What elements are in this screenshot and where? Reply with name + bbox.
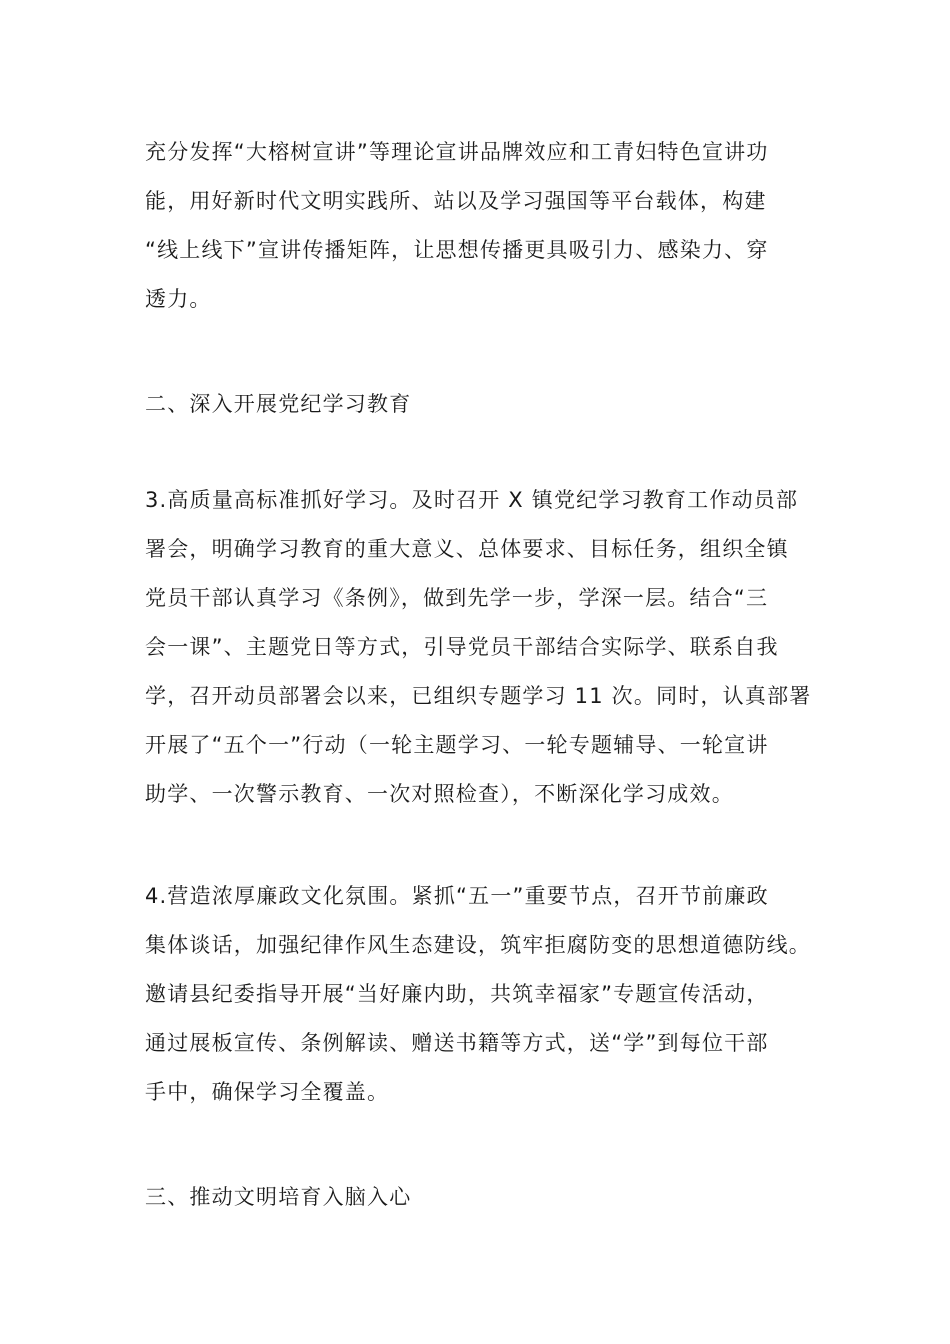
paragraph-line: “线上线下”宣讲传播矩阵，让思想传播更具吸引力、感染力、穿 bbox=[145, 238, 769, 262]
paragraph-line: 党员干部认真学习《条例》，做到先学一步，学深一层。结合“三 bbox=[145, 586, 769, 610]
section-heading-2: 二、深入开展党纪学习教育 bbox=[145, 392, 412, 416]
paragraph-line: 透力。 bbox=[145, 287, 212, 311]
paragraph-line: 助学、一次警示教育、一次对照检查），不断深化学习成效。 bbox=[145, 782, 734, 806]
paragraph-line: 3.高质量高标准抓好学习。及时召开 X 镇党纪学习教育工作动员部 bbox=[145, 488, 799, 512]
paragraph-line: 能，用好新时代文明实践所、站以及学习强国等平台载体，构建 bbox=[145, 189, 767, 213]
paragraph-line: 学，召开动员部署会以来，已组织专题学习 11 次。同时，认真部署 bbox=[145, 684, 812, 708]
paragraph-line: 署会，明确学习教育的重大意义、总体要求、目标任务，组织全镇 bbox=[145, 537, 789, 561]
paragraph-line: 4.营造浓厚廉政文化氛围。紧抓“五一”重要节点，召开节前廉政 bbox=[145, 884, 769, 908]
paragraph-item-3 bbox=[145, 476, 835, 819]
paragraph-intro bbox=[145, 128, 835, 324]
paragraph-line: 通过展板宣传、条例解读、赠送书籍等方式，送“学”到每位干部 bbox=[145, 1031, 769, 1055]
paragraph-line: 集体谈话，加强纪律作风生态建设，筑牢拒腐防变的思想道德防线。 bbox=[145, 933, 811, 957]
paragraph-line: 会一课”、主题党日等方式，引导党员干部结合实际学、联系自我 bbox=[145, 635, 779, 659]
paragraph-line: 开展了“五个一”行动（一轮主题学习、一轮专题辅导、一轮宣讲 bbox=[145, 733, 769, 757]
paragraph-item-4 bbox=[145, 872, 835, 1117]
paragraph-line: 邀请县纪委指导开展“当好廉内助，共筑幸福家”专题宣传活动， bbox=[145, 982, 769, 1006]
paragraph-line: 手中，确保学习全覆盖。 bbox=[145, 1080, 390, 1104]
paragraph-line: 充分发挥“大榕树宣讲”等理论宣讲品牌效应和工青妇特色宣讲功 bbox=[145, 140, 769, 164]
section-heading-3: 三、推动文明培育入脑入心 bbox=[145, 1185, 412, 1209]
